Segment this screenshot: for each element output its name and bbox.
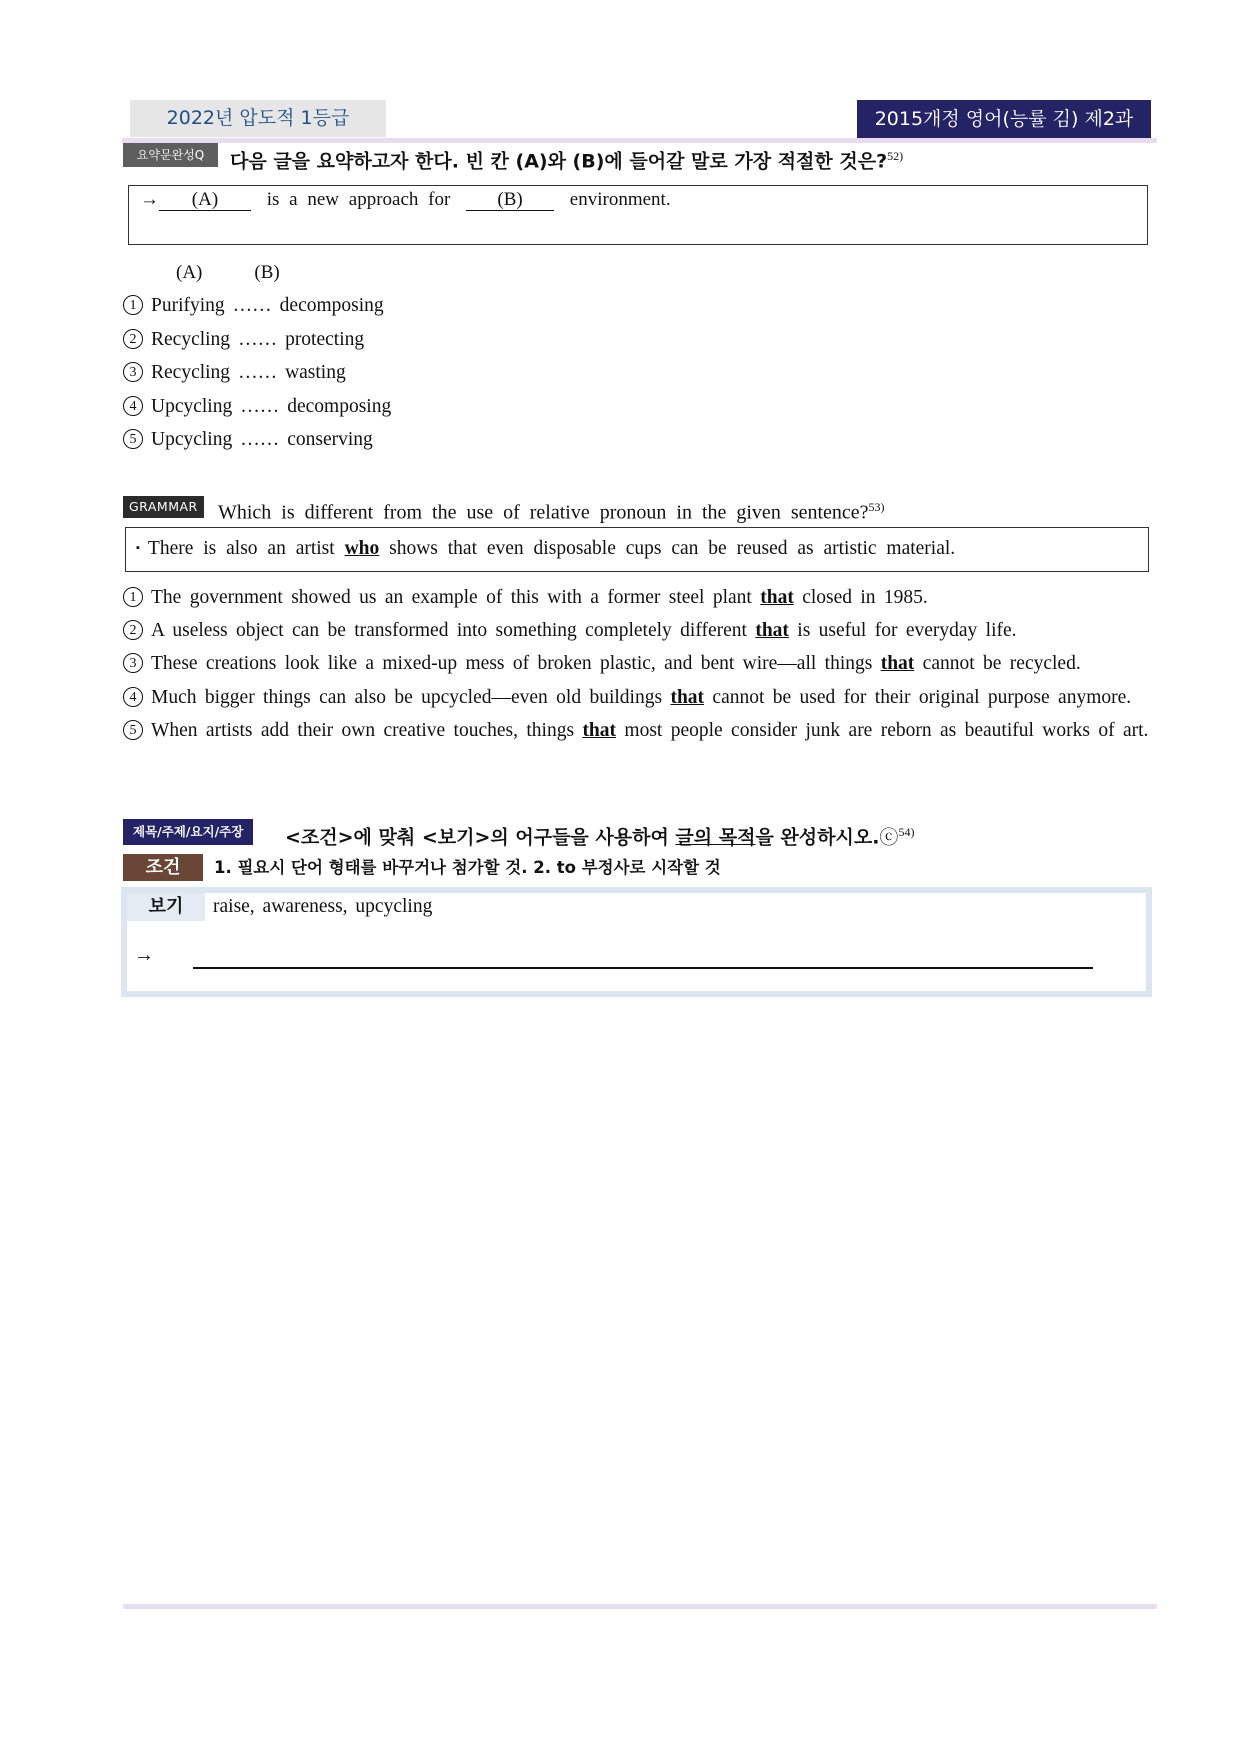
bogi-label: 보기 bbox=[127, 893, 205, 921]
dots-separator: …… bbox=[238, 328, 278, 350]
column-a-label: (A) bbox=[176, 262, 203, 283]
question-52-title bbox=[230, 143, 903, 174]
option-3[interactable] bbox=[123, 651, 1148, 684]
title-underlined: 글의 목적 bbox=[675, 826, 756, 849]
dots-separator: …… bbox=[232, 295, 272, 316]
option-2[interactable] bbox=[123, 327, 391, 361]
arrow-icon: → bbox=[134, 944, 154, 966]
given-before: There is also an artist bbox=[147, 538, 335, 559]
footnote-ref: 53) bbox=[868, 500, 885, 514]
title-after: 을 완성하시오. bbox=[755, 826, 880, 849]
condition-label: 조건 bbox=[123, 854, 203, 881]
option-before: These creations look like a mixed-up mess of broken plastic, and bent wire—all things bbox=[151, 653, 873, 675]
option-a-text: Recycling bbox=[151, 362, 231, 383]
option-number-circle: 4 bbox=[123, 687, 143, 707]
option-before: Much bigger things can also be upcycled—even old buildings bbox=[151, 686, 663, 708]
option-3[interactable] bbox=[123, 360, 391, 394]
option-key-word: that bbox=[755, 620, 789, 642]
summary-end-text: environment. bbox=[569, 189, 671, 210]
q52-options-list bbox=[123, 293, 391, 461]
option-after: most people consider junk are reborn as beautiful works of art. bbox=[624, 719, 1149, 741]
bogi-words: raise, awareness, upcycling bbox=[213, 896, 433, 917]
option-number-circle: 5 bbox=[123, 720, 143, 740]
answer-line[interactable] bbox=[193, 967, 1093, 969]
option-after: closed in 1985. bbox=[802, 587, 928, 608]
option-5[interactable] bbox=[123, 718, 1148, 751]
option-a-text: Upcycling bbox=[151, 429, 233, 450]
dots-separator: …… bbox=[238, 362, 278, 383]
copyright-mark-icon: ⓒ bbox=[879, 826, 899, 849]
option-before: The government showed us an example of this with a former steel plant bbox=[151, 587, 752, 608]
option-5[interactable] bbox=[123, 427, 391, 461]
question-53-title bbox=[218, 494, 885, 526]
question-title-text: 다음 글을 요약하고자 한다. 빈 칸 (A)와 (B)에 들어갈 말로 가장 적절한 것은? bbox=[230, 150, 888, 173]
blank-a[interactable]: (A) bbox=[159, 190, 251, 211]
given-key-word: who bbox=[344, 538, 380, 559]
footer-divider bbox=[123, 1604, 1157, 1609]
option-number-circle: 3 bbox=[123, 653, 143, 673]
option-number-circle: 2 bbox=[123, 620, 143, 640]
option-before: A useless object can be transformed into something completely different bbox=[151, 620, 747, 642]
option-number-circle: 5 bbox=[123, 429, 143, 449]
condition-text: 1. 필요시 단어 형태를 바꾸거나 첨가할 것. 2. to 부정사로 시작할 것 bbox=[214, 858, 721, 877]
title-before: <조건>에 맞춰 <보기>의 어구들을 사용하여 bbox=[285, 826, 676, 849]
option-a-text: Upcycling bbox=[151, 395, 233, 417]
given-after: shows that even disposable cups can be reused as artistic material. bbox=[389, 538, 956, 559]
option-key-word: that bbox=[760, 587, 794, 608]
q53-options-list bbox=[123, 585, 1148, 751]
grammar-tag: GRAMMAR bbox=[123, 496, 204, 518]
summary-middle-text: is a new approach for bbox=[266, 189, 451, 210]
option-number-circle: 3 bbox=[123, 362, 143, 382]
dots-separator: …… bbox=[240, 395, 280, 417]
option-number-circle: 1 bbox=[123, 587, 143, 607]
question-54-title bbox=[285, 817, 914, 852]
question-title-text: Which is different from the use of relative pronoun in the given sentence? bbox=[218, 501, 869, 524]
bullet-icon: ▪ bbox=[136, 542, 140, 554]
options-header bbox=[176, 262, 280, 284]
option-1[interactable] bbox=[123, 293, 391, 327]
option-b-text: protecting bbox=[285, 328, 365, 350]
option-key-word: that bbox=[582, 719, 617, 741]
topic-tag: 제목/주제/요지/주장 bbox=[123, 819, 253, 845]
option-after: cannot be recycled. bbox=[922, 653, 1081, 675]
option-4[interactable] bbox=[123, 394, 391, 428]
header-left-title: 2022년 압도적 1등급 bbox=[130, 100, 386, 137]
question-type-tag: 요약문완성Q bbox=[123, 143, 218, 167]
option-b-text: wasting bbox=[285, 362, 346, 383]
blank-b[interactable]: (B) bbox=[466, 190, 554, 211]
option-number-circle: 2 bbox=[123, 329, 143, 349]
option-a-text: Recycling bbox=[151, 328, 231, 350]
option-b-text: decomposing bbox=[279, 295, 384, 316]
option-4[interactable] bbox=[123, 685, 1148, 718]
arrow-icon: → bbox=[140, 189, 159, 210]
option-1[interactable] bbox=[123, 585, 1148, 618]
header-right-title: 2015개정 영어(능률 김) 제2과 bbox=[857, 100, 1151, 138]
option-number-circle: 4 bbox=[123, 396, 143, 416]
footnote-ref: 52) bbox=[887, 149, 904, 163]
column-b-label: (B) bbox=[254, 262, 280, 283]
option-after: cannot be used for their original purpose anymore. bbox=[712, 686, 1132, 708]
footnote-ref: 54) bbox=[898, 825, 915, 839]
option-number-circle: 1 bbox=[123, 295, 143, 315]
option-key-word: that bbox=[670, 686, 705, 708]
option-a-text: Purifying bbox=[151, 295, 225, 316]
option-b-text: conserving bbox=[287, 429, 373, 450]
option-key-word: that bbox=[880, 653, 915, 675]
option-after: is useful for everyday life. bbox=[797, 620, 1017, 642]
option-before: When artists add their own creative touches, things bbox=[151, 719, 575, 741]
option-b-text: decomposing bbox=[287, 395, 392, 417]
dots-separator: …… bbox=[240, 429, 280, 450]
given-sentence bbox=[136, 538, 955, 560]
option-2[interactable] bbox=[123, 618, 1148, 651]
summary-sentence bbox=[140, 189, 671, 211]
